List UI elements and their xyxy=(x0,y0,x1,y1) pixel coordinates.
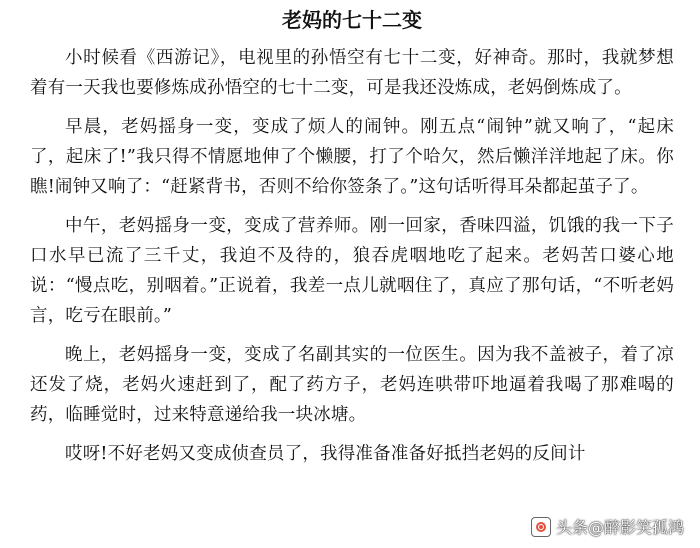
watermark xyxy=(525,513,690,540)
toutiao-logo-icon xyxy=(531,517,551,537)
paragraph-morning: 早晨，老妈摇身一变，变成了烦人的闹钟。刚五点“闹钟”就又响了，“起床了，起床了!”我只得不情愿地伸了个懒腰，打了个哈欠，然后懒洋洋地起了床。你瞧!闹钟又响了：“赶紧背书，否则不给你签条了。”这句话听得耳朵都起茧子了。 xyxy=(30,117,674,197)
paragraph-evening: 晚上，老妈摇身一变，变成了名副其实的一位医生。因为我不盖被子，着了凉还发了烧，老妈火速赶到了，配了药方子，老妈连哄带吓地逼着我喝了那难喝的药，临睡觉时，过来特意递给我一块冰塘。 xyxy=(30,345,674,425)
paragraph-noon: 中午，老妈摇身一变，变成了营养师。刚一回家，香味四溢，饥饿的我一下子口水早已流了三千丈，我迫不及待的，狼吞虎咽地吃了起来。老妈苦口婆心地说：“慢点吃，别咽着。”正说着，我差一点儿就咽住了，真应了那句话，“不听老妈言，吃亏在眼前。” xyxy=(30,216,674,326)
document-title: 老妈的七十二变 xyxy=(282,8,422,32)
paragraph-intro: 小时候看《西游记》，电视里的孙悟空有七十二变，好神奇。那时，我就梦想着有一天我也要修炼成孙悟空的七十二变，可是我还没炼成，老妈倒炼成了。 xyxy=(30,48,674,98)
watermark-text: 头条@醉影笑孤鸿 xyxy=(555,518,684,537)
paragraph-ending: 哎呀!不好老妈又变成侦查员了，我得准备准备好抵挡老妈的反间计 xyxy=(65,444,586,464)
